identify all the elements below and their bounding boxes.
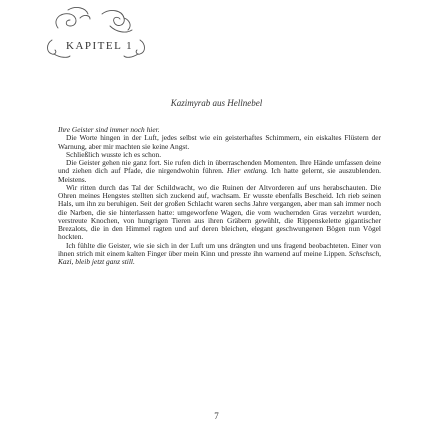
paragraph-text: Ich hatte gelernt, sie auszublenden. Meistens.: [58, 166, 381, 184]
paragraph: Die Worte hingen in der Luft, jedes selbst wie ein geisterhaftes Schimmern, ein eiskaltes Flüstern der Warnung, aber mir machten sie keine Angst.: [58, 133, 381, 151]
paragraph: Schließlich wusste ich es schon.: [66, 149, 162, 159]
page-number: 7: [214, 411, 219, 421]
body-text: [58, 126, 381, 266]
chapter-heading: [40, 6, 160, 70]
paragraph-italic: Schschsch, Kazi, bleib jetzt ganz still.: [58, 248, 381, 266]
paragraph-text: Die Geister gehen nie ganz fort. Sie rufen dich in überraschenden Momenten. Ihre Hände umfassen deine und ziehen dich auf Pfade, die nirgendwohin führen.: [58, 158, 381, 176]
paragraph-italic: Hier entlang.: [226, 166, 268, 176]
chapter-subtitle: Kazimyrab aus Hellnebel: [170, 98, 263, 108]
swirl-ornament-icon: [40, 6, 160, 70]
paragraph: [58, 242, 381, 267]
paragraph: Wir ritten durch das Tal der Schildwacht, wo die Ruinen der Altvorderen auf uns herabschauten. Die Ohren meines Hengstes stellten sich zuckend auf, wachsam. Er wusste ebenfalls Bescheid. Ich rieb seinen Hals, um ihn zu beruhigen. Seit der großen Schlacht waren sechs Jahre vergangen, aber man sah immer noch die Narben, die sie hinterlassen hatte: umgeworfene Wagen, die vom wuchernden Gras verzehrt wurden, verstreute Knochen, von hungrigen Tieren aus ihren Gräbern gewühlt, die Rippenskelette gigantischer Brezalots, die in den Himmel ragten und auf deren bleichen, elegant geschwungenen Bögen nun Vögel hockten.: [58, 182, 381, 242]
paragraph: Ihre Geister sind immer noch hier.: [58, 125, 160, 134]
chapter-label: KAPITEL 1: [66, 40, 134, 52]
paragraph-text: Ich fühlte die Geister, wie sie sich in der Luft um uns drängten und uns fragend beobachteten. Einer von ihnen strich mit einem kalten Finger über mein Kinn und presste ihn warnend auf meine Lippen.: [58, 240, 381, 258]
paragraph: [58, 159, 381, 184]
